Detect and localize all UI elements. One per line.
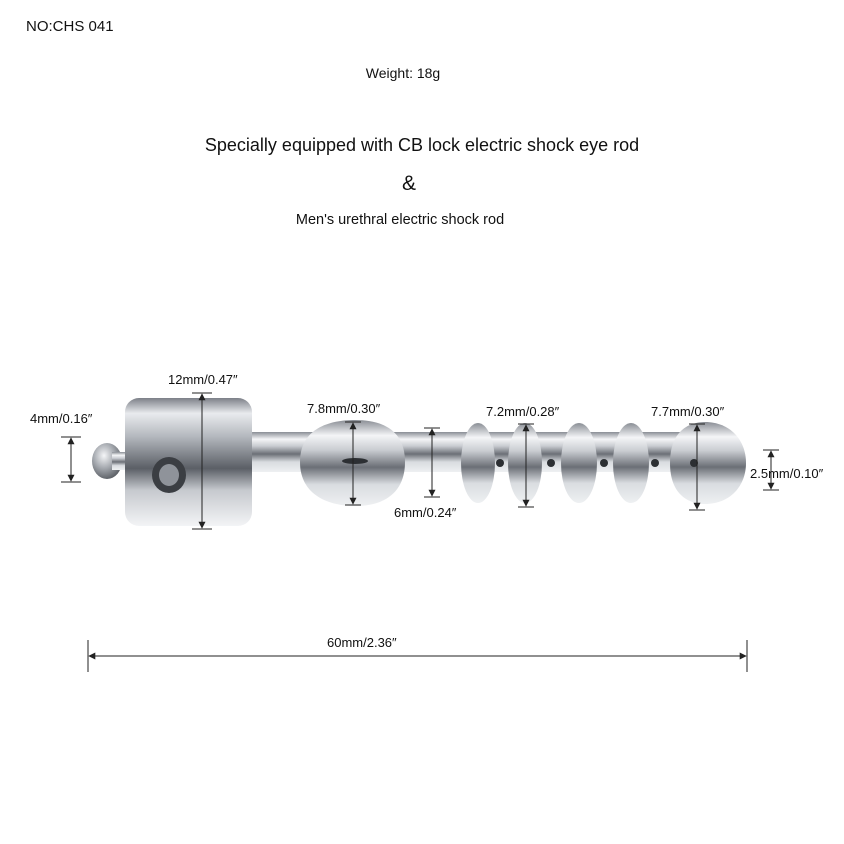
bead-diameter-label: 7.2mm/0.28″ (486, 404, 560, 419)
hole (496, 459, 504, 467)
product-number: NO:CHS 041 (26, 18, 114, 35)
head-diameter-label: 12mm/0.47″ (168, 372, 238, 387)
bead (613, 423, 649, 503)
headline: Specially equipped with CB lock electric shock eye rod (204, 135, 640, 155)
tip-diameter-label: 7.7mm/0.30″ (651, 404, 725, 419)
bead (561, 423, 597, 503)
hole (600, 459, 608, 467)
hole (547, 459, 555, 467)
hole-diameter-label: 2.5mm/0.10″ (750, 466, 824, 481)
hole (342, 458, 368, 464)
subheadline: Men's urethral electric shock rod (295, 212, 505, 228)
lock-head (125, 398, 252, 526)
rod-tip (670, 422, 746, 504)
bead (508, 423, 542, 503)
lock-hole-inner (159, 464, 179, 486)
hole (651, 459, 659, 467)
ampersand: & (401, 172, 416, 195)
neck-diameter-label: 6mm/0.24″ (394, 505, 457, 520)
weight-label: Weight: 18g (365, 65, 441, 81)
total-length-label: 60mm/2.36″ (327, 635, 397, 650)
bulb-diameter-label: 7.8mm/0.30″ (307, 401, 381, 416)
bead (461, 423, 495, 503)
pin-diameter-label: 4mm/0.16″ (30, 411, 93, 426)
